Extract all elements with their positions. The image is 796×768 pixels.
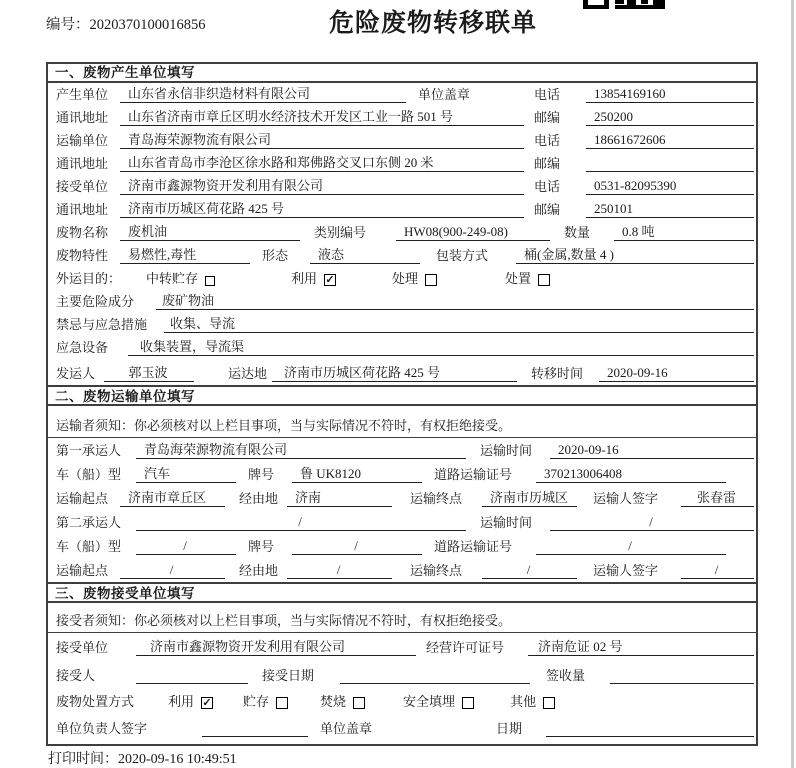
trait-value: 易燃性,毒性 <box>120 244 250 264</box>
row-disposal-method <box>48 687 756 713</box>
row-accept-unit <box>48 633 756 661</box>
qr-block <box>615 0 624 4</box>
transporter-sign1-value: 张春雷 <box>681 487 754 507</box>
endpoint-label: 运输终点 <box>410 563 463 578</box>
packing-label: 包装方式 <box>436 248 489 263</box>
checkbox-unchecked <box>425 274 437 286</box>
transport-time-label: 运输时间 <box>480 515 533 530</box>
shipper-label: 发运人 <box>56 366 96 381</box>
phone-label: 电话 <box>534 133 561 148</box>
page-title: 危险废物转移联单 <box>328 10 537 37</box>
row-producer <box>48 83 756 106</box>
vehicle-type-label: 车（船）型 <box>56 539 122 554</box>
qr-block <box>615 5 649 9</box>
row-waste-name <box>48 221 756 244</box>
taboo-value: 收集、导流 <box>164 313 754 333</box>
carrier1-label: 第一承运人 <box>56 443 122 458</box>
road-permit1-value: 370213006408 <box>536 466 726 483</box>
checkbox-unchecked <box>462 697 474 709</box>
transporter-phone-value: 18661672606 <box>586 132 754 149</box>
date-value <box>546 736 754 737</box>
row-transporter-address <box>48 152 756 175</box>
option-label: 利用 <box>291 271 318 286</box>
transfer-time-label: 转移时间 <box>531 366 584 381</box>
road-permit2-value: / <box>536 538 726 555</box>
producer-label: 产生单位 <box>56 87 109 102</box>
trait-label: 废物特性 <box>56 248 109 263</box>
via-label: 经由地 <box>239 563 279 578</box>
signed-amount-label: 签收量 <box>546 668 586 683</box>
serial-label: 编号： <box>46 17 90 33</box>
transporter-sign-label: 运输人签字 <box>593 563 659 578</box>
row-vehicle1 <box>48 462 756 486</box>
option-label: 安全填埋 <box>403 694 456 709</box>
origin-label: 运输起点 <box>56 491 109 506</box>
transporter-notice: 运输者须知：你必须核对以上栏目事项，当与实际情况不符时，有权拒绝接受。 <box>48 406 756 438</box>
endpoint2-value: / <box>482 562 577 579</box>
row-shipper <box>48 359 756 385</box>
option-label: 其他 <box>510 694 537 709</box>
disposal-option-utilize <box>168 691 213 710</box>
shipper-value: 郭玉波 <box>104 362 194 382</box>
row-vehicle2 <box>48 534 756 558</box>
accept-unit-label: 接受单位 <box>56 640 109 655</box>
option-label: 处理 <box>392 271 419 286</box>
receiver-notice: 接受者须知：你必须核对以上栏目事项，当与实际情况不符时，有权拒绝接受。 <box>48 603 756 633</box>
row-carrier1 <box>48 438 756 462</box>
category-label: 类别编号 <box>314 225 367 240</box>
row-receiver-address <box>48 198 756 221</box>
qr-block <box>641 0 648 4</box>
purpose-label: 外运目的： <box>56 271 122 286</box>
row-route1 <box>48 486 756 510</box>
form-value: 液态 <box>310 244 420 264</box>
plate1-value: 鲁 UK8120 <box>292 463 422 483</box>
row-route2 <box>48 558 756 582</box>
transport-time1-value: 2020-09-16 <box>550 442 754 459</box>
road-permit-label: 道路运输证号 <box>434 467 513 482</box>
transporter-sign-label: 运输人签字 <box>593 491 659 506</box>
producer-zip-value: 250200 <box>586 109 754 126</box>
origin-label: 运输起点 <box>56 563 109 578</box>
carrier1-value: 青岛海荣源物流有限公司 <box>136 439 466 459</box>
disposal-option-incinerate <box>320 691 365 710</box>
producer-phone-value: 13854169160 <box>586 86 754 103</box>
option-label: 利用 <box>168 694 195 709</box>
accept-unit-value: 济南市鑫源物资开发利用有限公司 <box>136 636 416 656</box>
taboo-label: 禁忌与应急措施 <box>56 317 148 332</box>
transport-time2-value: / <box>550 514 754 531</box>
row-recipient <box>48 661 756 687</box>
row-taboo-measures <box>48 313 756 336</box>
disposal-option-landfill <box>403 691 474 710</box>
checkbox-unchecked <box>205 276 215 286</box>
row-hazard-component <box>48 290 756 313</box>
endpoint1-value: 济南市历城区 <box>482 487 577 507</box>
producer-address-value: 山东省济南市章丘区明水经济技术开发区工业一路 501 号 <box>120 106 524 126</box>
transport-time-label: 运输时间 <box>480 443 533 458</box>
purpose-option-dispose <box>505 268 550 287</box>
vehicle1-value: 汽车 <box>136 463 236 483</box>
origin2-value: / <box>120 562 225 579</box>
carrier2-label: 第二承运人 <box>56 515 122 530</box>
recipient-label: 接受人 <box>56 668 96 683</box>
category-value: HW08(900-249-08) <box>396 224 550 241</box>
disposal-label: 废物处置方式 <box>56 694 135 709</box>
quantity-label: 数量 <box>564 225 591 240</box>
row-producer-address <box>48 106 756 129</box>
transporter-zip-value <box>586 171 754 172</box>
print-time-value: 2020-09-16 10:49:51 <box>118 752 237 767</box>
permit-value: 济南危证 02 号 <box>528 636 754 656</box>
option-label: 处置 <box>505 271 532 286</box>
address-label: 通讯地址 <box>56 110 109 125</box>
seal-label: 单位盖章 <box>418 87 471 102</box>
receiver-value: 济南市鑫源物资开发利用有限公司 <box>120 175 524 195</box>
address-label: 通讯地址 <box>56 202 109 217</box>
phone-label: 电话 <box>534 179 561 194</box>
unit-seal-label: 单位盖章 <box>320 721 373 736</box>
plate-label: 牌号 <box>248 539 275 554</box>
transporter-sign2-value: / <box>681 562 754 579</box>
road-permit-label: 道路运输证号 <box>434 539 513 554</box>
receiver-address-value: 济南市历城区荷花路 425 号 <box>120 198 524 218</box>
waste-name-value: 废机油 <box>120 221 300 241</box>
qr-block <box>583 0 609 9</box>
zip-label: 邮编 <box>534 156 561 171</box>
vehicle-type-label: 车（船）型 <box>56 467 122 482</box>
accept-date-value <box>340 683 530 684</box>
carrier2-value: / <box>136 514 466 531</box>
date-label: 日期 <box>496 721 523 736</box>
transporter-value: 青岛海荣源物流有限公司 <box>120 129 524 149</box>
form-label: 形态 <box>262 248 289 263</box>
option-label: 贮存 <box>243 694 270 709</box>
via1-value: 济南 <box>287 487 392 507</box>
recipient-value <box>136 683 248 684</box>
purpose-option-treat <box>392 268 437 287</box>
disposal-option-other <box>510 691 555 710</box>
qr-block <box>649 5 665 9</box>
waste-name-label: 废物名称 <box>56 225 109 240</box>
transporter-label: 运输单位 <box>56 133 109 148</box>
manager-sign-value <box>202 736 308 737</box>
section3-header: 三、废物接受单位填写 <box>48 582 756 603</box>
zip-label: 邮编 <box>534 202 561 217</box>
row-carrier2 <box>48 510 756 534</box>
print-time-label: 打印时间： <box>48 752 118 767</box>
serial-value: 2020370100016856 <box>89 17 206 33</box>
page-edge-line <box>791 0 794 768</box>
row-transporter <box>48 129 756 152</box>
receiver-zip-value: 250101 <box>586 201 754 218</box>
row-purpose <box>48 267 756 290</box>
hazard-label: 主要危险成分 <box>56 294 135 309</box>
plate-label: 牌号 <box>248 467 275 482</box>
purpose-option-transfer-storage <box>146 268 215 287</box>
accept-date-label: 接受日期 <box>262 668 315 683</box>
producer-value: 山东省永信非织造材料有限公司 <box>120 83 406 103</box>
checkbox-checked: ✓ <box>325 274 335 286</box>
destination-label: 运达地 <box>228 366 268 381</box>
hazard-value: 废矿物油 <box>156 290 754 310</box>
checkbox-checked: ✓ <box>202 697 212 709</box>
manager-sign-label: 单位负责人签字 <box>56 721 148 736</box>
row-waste-trait <box>48 244 756 267</box>
destination-value: 济南市历城区荷花路 425 号 <box>272 362 517 382</box>
zip-label: 邮编 <box>534 110 561 125</box>
equipment-value: 收集装置，导流渠 <box>128 336 754 356</box>
checkbox-unchecked <box>543 697 555 709</box>
receiver-label: 接受单位 <box>56 179 109 194</box>
permit-label: 经营许可证号 <box>426 640 505 655</box>
transfer-time-value: 2020-09-16 <box>599 365 754 382</box>
row-emergency-equipment <box>48 336 756 359</box>
plate2-value: / <box>292 538 422 555</box>
vehicle2-value: / <box>136 538 236 555</box>
equipment-label: 应急设备 <box>56 340 109 355</box>
row-receiver <box>48 175 756 198</box>
section1-header: 一、废物产生单位填写 <box>48 64 756 83</box>
address-label: 通讯地址 <box>56 156 109 171</box>
quantity-value: 0.8 吨 <box>614 221 754 241</box>
phone-label: 电话 <box>534 87 561 102</box>
receiver-phone-value: 0531-82095390 <box>586 178 754 195</box>
via2-value: / <box>287 562 392 579</box>
print-time <box>48 748 237 768</box>
row-manager-sign <box>48 713 756 744</box>
via-label: 经由地 <box>239 491 279 506</box>
option-label: 中转贮存 <box>146 271 199 286</box>
signed-amount-value <box>610 683 754 684</box>
checkbox-unchecked <box>353 697 365 709</box>
transporter-address-value: 山东省青岛市李沧区徐水路和郑佛路交叉口东侧 20 米 <box>120 152 524 172</box>
endpoint-label: 运输终点 <box>410 491 463 506</box>
form-table <box>46 62 758 746</box>
origin1-value: 济南市章丘区 <box>120 487 225 507</box>
checkbox-unchecked <box>538 274 550 286</box>
section2-header: 二、废物运输单位填写 <box>48 385 756 406</box>
checkbox-unchecked <box>276 697 288 709</box>
option-label: 焚烧 <box>320 694 347 709</box>
qr-code-fragment <box>583 0 671 9</box>
packing-value: 桶(金属,数量 4 ) <box>516 244 754 264</box>
disposal-option-storage <box>243 691 288 710</box>
purpose-option-utilize <box>291 268 336 287</box>
